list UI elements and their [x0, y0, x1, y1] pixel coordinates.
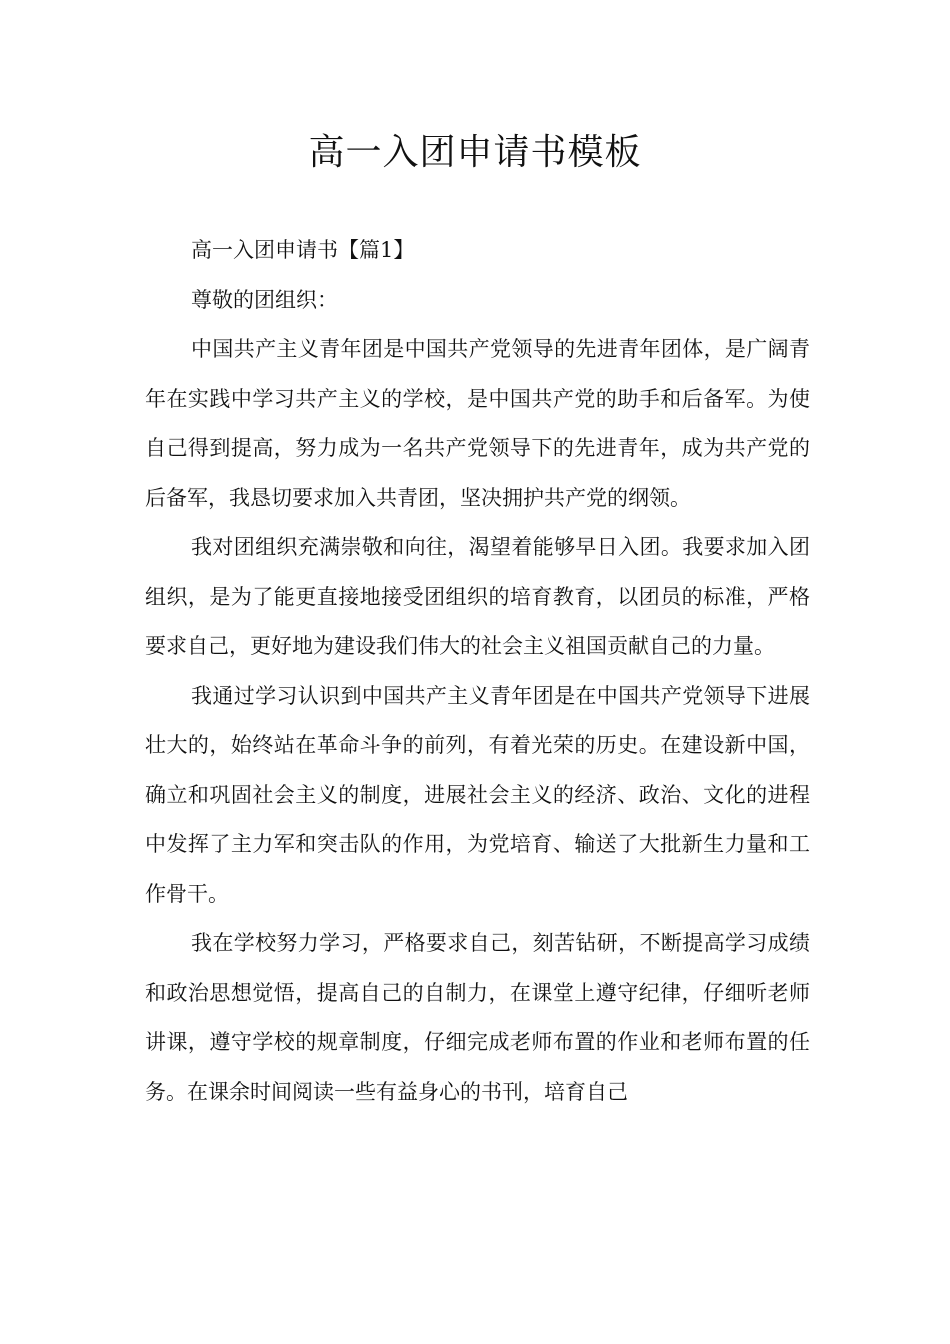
section-heading: 高一入团申请书【篇1】 — [191, 238, 415, 262]
document-body — [145, 226, 810, 1117]
paragraph-4: 我在学校努力学习，严格要求自己，刻苦钻研，不断提高学习成绩和政治思想觉悟，提高自己的自制力，在课堂上遵守纪律，仔细听老师讲课，遵守学校的规章制度，仔细完成老师布置的作业和老师布置的任务。在课余时间阅读一些有益身心的书刊，培育自己 — [145, 931, 810, 1104]
paragraph-2: 我对团组织充满崇敬和向往，渴望着能够早日入团。我要求加入团组织，是为了能更直接地接受团组织的培育教育，以团员的标准，严格要求自己，更好地为建设我们伟大的社会主义祖国贡献自己的力量。 — [145, 535, 810, 658]
paragraph-1: 中国共产主义青年团是中国共产党领导的先进青年团体，是广阔青年在实践中学习共产主义的学校，是中国共产党的助手和后备军。为使自己得到提高，努力成为一名共产党领导下的先进青年，成为共产党的后备军，我恳切要求加入共青团，坚决拥护共产党的纲领。 — [145, 337, 810, 510]
salutation: 尊敬的团组织： — [191, 287, 338, 312]
paragraph-3: 我通过学习认识到中国共产主义青年团是在中国共产党领导下进展壮大的，始终站在革命斗争的前列，有着光荣的历史。在建设新中国，确立和巩固社会主义的制度，进展社会主义的经济、政治、文化的进程中发挥了主力军和突击队的作用，为党培育、输送了大批新生力量和工作骨干。 — [145, 683, 810, 906]
document-title: 高一入团申请书模板 — [308, 132, 642, 173]
